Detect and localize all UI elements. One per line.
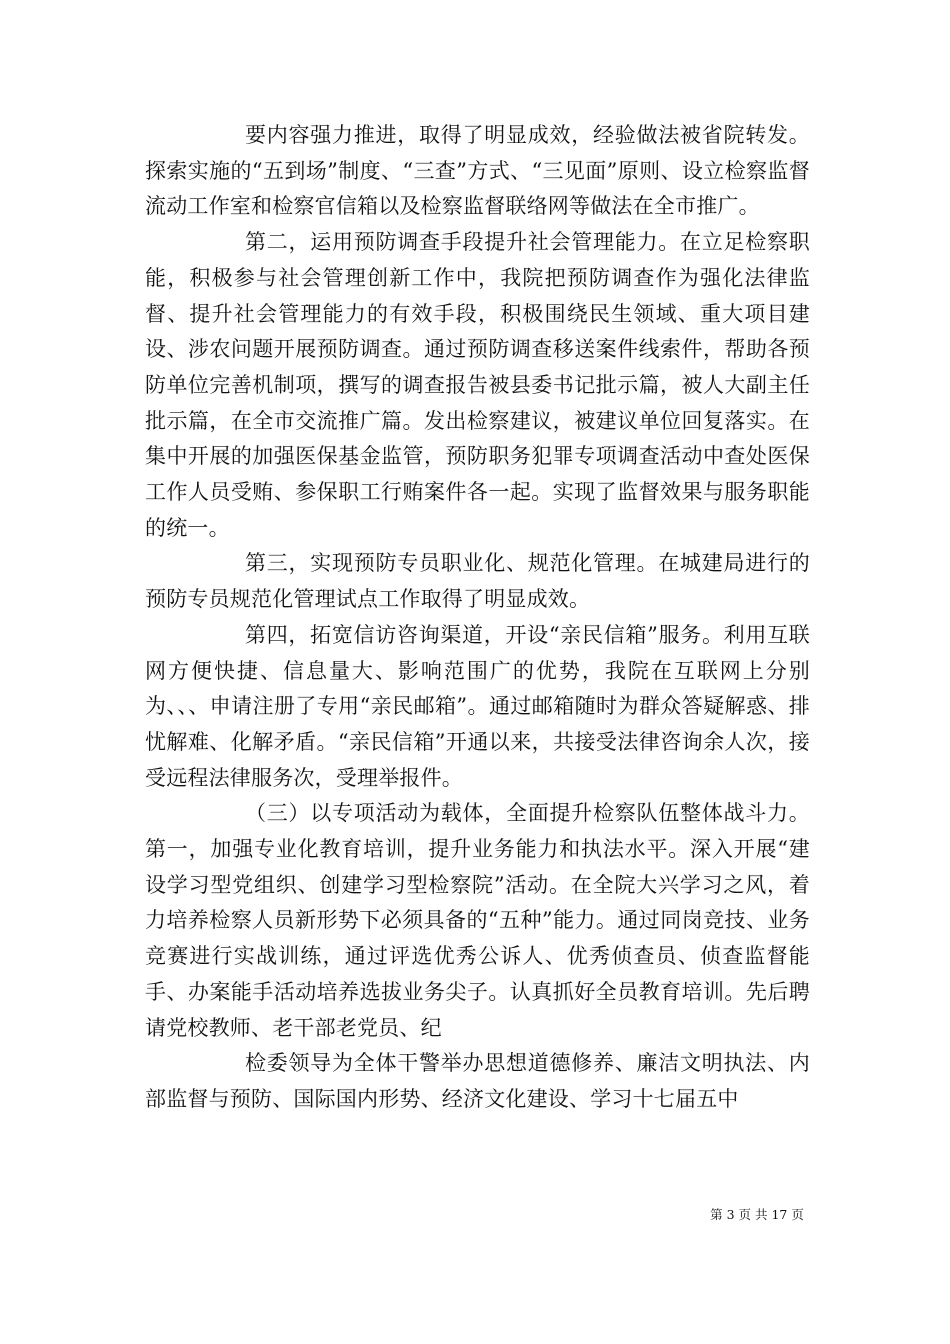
paragraph-5: （三）以专项活动为载体，全面提升检察队伍整体战斗力。第一，加强专业化教育培训，提升业务能力和执法水平。深入开展“建设学习型党组织、创建学习型检察院”活动。在全院大兴学习之风，着力培养检察人员新形势下必须具备的“五种”能力。通过同岗竞技、业务竞赛进行实战训练，通过评选优秀公诉人、优秀侦查员、侦查监督能手、办案能手活动培养选拔业务尖子。认真抓好全员教育培训。先后聘请党校教师、老干部老党员、纪	[145, 801, 810, 1040]
paragraph-4: 第四，拓宽信访咨询渠道，开设“亲民信箱”服务。利用互联网方便快捷、信息量大、影响范围广的优势，我院在互联网上分别为、、、申请注册了专用“亲民邮箱”。通过邮箱随时为群众答疑解惑、排忧解难、化解矛盾。“亲民信箱”开通以来，共接受法律咨询余人次，接受远程法律服务次，受理举报件。	[145, 622, 810, 790]
paragraph-1: 要内容强力推进，取得了明显成效，经验做法被省院转发。探索实施的“五到场”制度、“三查”方式、“三见面”原则、设立检察监督流动工作室和检察官信箱以及检察监督联络网等做法在全市推广。	[145, 123, 810, 219]
paragraph-6: 检委领导为全体干警举办思想道德修养、廉洁文明执法、内部监督与预防、国际国内形势、经济文化建设、学习十七届五中	[145, 1051, 810, 1111]
page-number: 第 3 页 共 17 页	[710, 1207, 804, 1222]
paragraph-3: 第三，实现预防专员职业化、规范化管理。在城建局进行的预防专员规范化管理试点工作取得了明显成效。	[145, 551, 810, 612]
page-footer	[0, 1205, 950, 1223]
document-body	[145, 118, 810, 1118]
paragraph-2: 第二，运用预防调查手段提升社会管理能力。在立足检察职能，积极参与社会管理创新工作中，我院把预防调查作为强化法律监督、提升社会管理能力的有效手段，积极围绕民生领域、重大项目建设、涉农问题开展预防调查。通过预防调查移送案件线索件，帮助各预防单位完善机制项，撰写的调查报告被县委书记批示篇，被人大副主任批示篇，在全市交流推广篇。发出检察建议，被建议单位回复落实。在集中开展的加强医保基金监管，预防职务犯罪专项调查活动中查处医保工作人员受贿、参保职工行贿案件各一起。实现了监督效果与服务职能的统一。	[145, 230, 810, 540]
